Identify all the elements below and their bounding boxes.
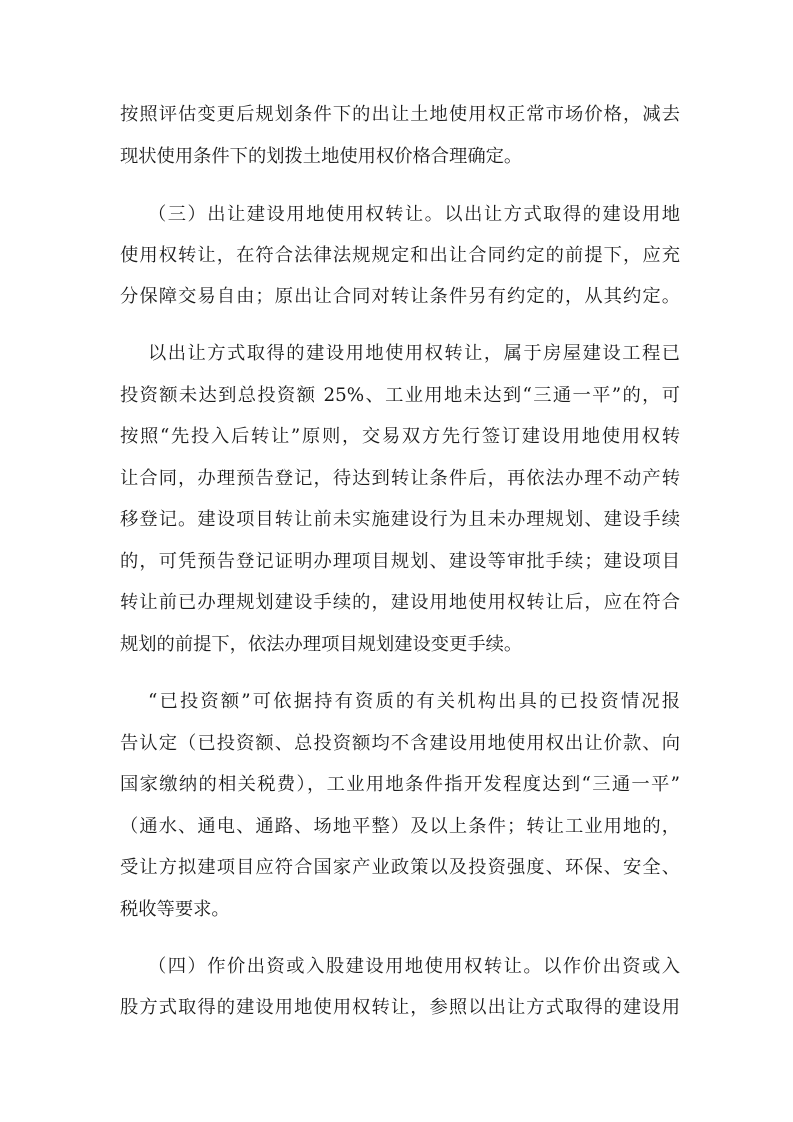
paragraph-line: 股方式取得的建设用地使用权转让，参照以出让方式取得的建设用 <box>120 997 680 1018</box>
paragraph-line: 让合同，办理预告登记，待达到转让条件后，再依法办理不动产转 <box>120 468 680 489</box>
paragraph-line: “已投资额”可依据持有资质的有关机构出具的已投资情况报 <box>148 691 680 712</box>
paragraph-line: 分保障交易自由；原出让合同对转让条件另有约定的，从其约定。 <box>120 286 680 307</box>
paragraph-line: （三）出让建设用地使用权转让。以出让方式取得的建设用地 <box>148 204 680 225</box>
paragraph-line: 的，可凭预告登记证明办理项目规划、建设等审批手续；建设项目 <box>120 551 680 572</box>
paragraph-line: 按照评估变更后规划条件下的出让土地使用权正常市场价格，减去 <box>120 104 680 125</box>
paragraph-line: 告认定（已投资额、总投资额均不含建设用地使用权出让价款、向 <box>120 733 680 754</box>
paragraph-line: 转让前已办理规划建设手续的，建设用地使用权转让后，应在符合 <box>120 592 680 613</box>
paragraph-line: 国家缴纳的相关税费），工业用地条件指开发程度达到“三通一平” <box>120 774 680 795</box>
paragraph-line: 使用权转让，在符合法律法规规定和出让合同约定的前提下，应充 <box>120 245 680 266</box>
paragraph-line: 以出让方式取得的建设用地使用权转让，属于房屋建设工程已 <box>148 343 680 364</box>
paragraph-line: 按照“先投入后转让”原则，交易双方先行签订建设用地使用权转 <box>120 426 680 447</box>
paragraph-line: 规划的前提下，依法办理项目规划建设变更手续。 <box>120 634 523 655</box>
paragraph-line: （四）作价出资或入股建设用地使用权转让。以作价出资或入 <box>148 956 680 977</box>
paragraph-line: 现状使用条件下的划拨土地使用权价格合理确定。 <box>120 146 523 167</box>
paragraph-line: 投资额未达到总投资额 25%、工业用地未达到“三通一平”的，可 <box>120 385 680 406</box>
paragraph-line: （通水、通电、通路、场地平整）及以上条件；转让工业用地的， <box>120 816 680 837</box>
paragraph-line: 税收等要求。 <box>120 899 230 920</box>
paragraph-line: 受让方拟建项目应符合国家产业政策以及投资强度、环保、安全、 <box>120 857 680 878</box>
paragraph-line: 移登记。建设项目转让前未实施建设行为且未办理规划、建设手续 <box>120 509 680 530</box>
